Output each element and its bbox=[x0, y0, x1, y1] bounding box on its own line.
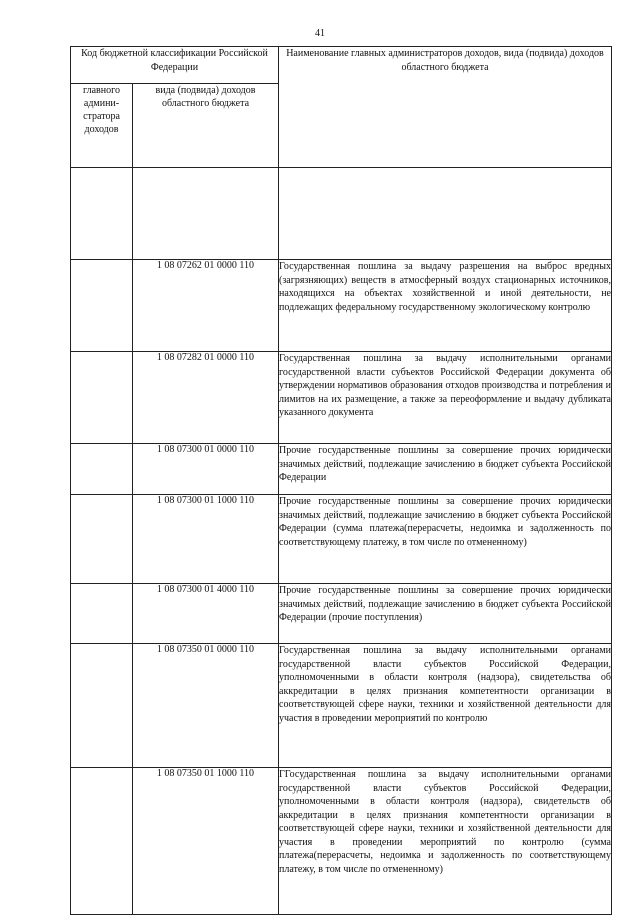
spacer-cell bbox=[71, 168, 133, 260]
income-code-cell: 1 08 07300 01 4000 110 bbox=[133, 584, 279, 644]
kind-column-header: вида (подвида) доходов областного бюджета bbox=[133, 84, 279, 168]
table-row bbox=[71, 768, 612, 915]
admin-column-header: главного админи-стратора доходов bbox=[71, 84, 133, 168]
admin-code-cell bbox=[71, 584, 133, 644]
income-code-cell: 1 08 07350 01 0000 110 bbox=[133, 644, 279, 768]
income-name-cell: Прочие государственные пошлины за совершение прочих юридически значимых действий, подлежащие зачислению в бюджет субъекта Российской Федерации bbox=[279, 444, 612, 495]
table-spacer-row bbox=[71, 168, 612, 260]
income-code-cell: 1 08 07282 01 0000 110 bbox=[133, 352, 279, 444]
table-row bbox=[71, 444, 612, 495]
income-code-cell: 1 08 07262 01 0000 110 bbox=[133, 260, 279, 352]
spacer-cell bbox=[279, 168, 612, 260]
table-row bbox=[71, 260, 612, 352]
page-number: 41 bbox=[315, 28, 325, 39]
income-name-cell: Прочие государственные пошлины за совершение прочих юридически значимых действий, подлежащие зачислению в бюджет субъекта Российской Федерации (прочие поступления) bbox=[279, 584, 612, 644]
admin-code-cell bbox=[71, 444, 133, 495]
income-name-cell: Государственная пошлина за выдачу исполнительными органами государственной власти субъектов Российской Федерации, уполномоченными в области контроля (надзора), свидетельства об аккредитации в целях признания компетентности организации в соответствующей сфере науки, техники и хозяйственной деятельности для участия в проведении мероприятий по контролю bbox=[279, 644, 612, 768]
table-row bbox=[71, 644, 612, 768]
income-code-cell: 1 08 07300 01 0000 110 bbox=[133, 444, 279, 495]
income-code-cell: 1 08 07350 01 1000 110 bbox=[133, 768, 279, 915]
table-row bbox=[71, 352, 612, 444]
income-name-cell: ГГосударственная пошлина за выдачу исполнительными органами государственной власти субъектов Российской Федерации, уполномоченными в области контроля (надзора), свидетельств об аккредитации в целях признания компетентности организации в соответствующей сфере науки, техники и хозяйственной деятельности для участия в проведении мероприятий по контролю (сумма платежа(перерасчеты, недоимка и задолженность по соответствующему платежу, в том числе по отмененному) bbox=[279, 768, 612, 915]
spacer-cell bbox=[133, 168, 279, 260]
admin-code-cell bbox=[71, 644, 133, 768]
name-column-header: Наименование главных администраторов доходов, вида (подвида) доходов областного бюджета bbox=[279, 47, 612, 168]
table-header-row bbox=[71, 47, 612, 84]
admin-code-cell bbox=[71, 768, 133, 915]
table-row bbox=[71, 584, 612, 644]
income-code-cell: 1 08 07300 01 1000 110 bbox=[133, 495, 279, 584]
income-name-cell: Прочие государственные пошлины за совершение прочих юридически значимых действий, подлежащие зачислению в бюджет субъекта Российской Федерации (сумма платежа(перерасчеты, недоимка и задолженность по соответствующему платежу, в том числе по отмененному) bbox=[279, 495, 612, 584]
income-name-cell: Государственная пошлина за выдачу разрешения на выброс вредных (загрязняющих) веществ в атмосферный воздух стационарных источников, находящихся на объектах хозяйственной и иной деятельности, не подлежащих федеральному государственному экологическому контролю bbox=[279, 260, 612, 352]
admin-code-cell bbox=[71, 352, 133, 444]
code-group-header: Код бюджетной классификации Российской Федерации bbox=[71, 47, 279, 84]
admin-code-cell bbox=[71, 260, 133, 352]
table-row bbox=[71, 495, 612, 584]
admin-code-cell bbox=[71, 495, 133, 584]
budget-classification-table bbox=[70, 46, 612, 915]
income-name-cell: Государственная пошлина за выдачу исполнительными органами государственной власти субъектов Российской Федерации документа об утверждении нормативов образования отходов производства и потребления и лимитов на их размещение, а также за переоформление и выдачу дубликата указанного документа bbox=[279, 352, 612, 444]
